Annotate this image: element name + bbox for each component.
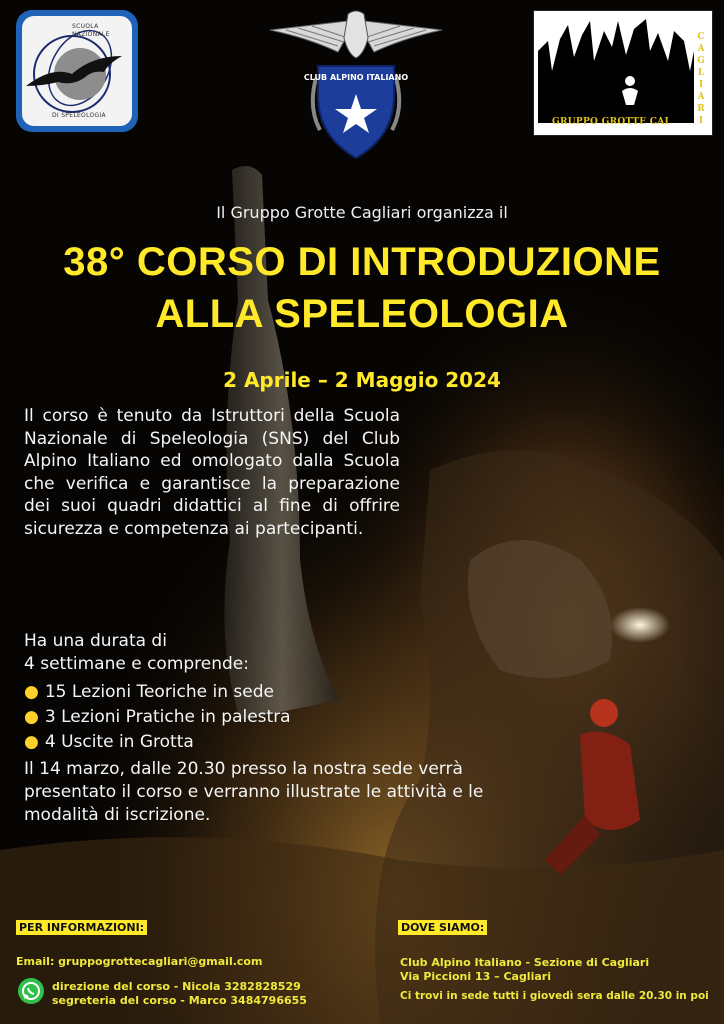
list-item xyxy=(24,680,464,705)
contact-course-director: direzione del corso - Nicola 3282828529 xyxy=(52,980,301,993)
presentation-notice: Il 14 marzo, dalle 20.30 presso la nostra sede verrà presentato il corso e verranno illustrate le attività e le modalità di iscrizione. xyxy=(24,759,484,825)
contact-course-secretary: segreteria del corso - Marco 3484796655 xyxy=(52,994,307,1007)
gruppo-grotte-logo-text: GRUPPO GROTTE CAI xyxy=(552,117,670,127)
bullet-icon: ● xyxy=(24,732,39,752)
course-dates: 2 Aprile – 2 Maggio 2024 xyxy=(223,368,501,392)
where-heading-wrap xyxy=(398,916,487,935)
opening-schedule: Ci trovi in sede tutti i giovedì sera dalle 20.30 in poi xyxy=(400,990,709,1002)
list-item xyxy=(24,705,464,730)
organizer-line: Il Gruppo Grotte Cagliari organizza il xyxy=(216,203,508,222)
sns-logo xyxy=(16,10,138,132)
sns-logo-text-top: SCUOLA NAZIONALE xyxy=(72,23,110,38)
list-item xyxy=(24,730,464,755)
bullet-icon: ● xyxy=(24,707,39,727)
bullet-icon: ● xyxy=(24,682,39,702)
duration-line-1: Ha una durata di xyxy=(24,631,167,651)
info-heading: PER INFORMAZIONI: xyxy=(16,920,147,935)
list-item-label: 15 Lezioni Teoriche in sede xyxy=(44,682,274,702)
course-title-line-2: ALLA SPELEOLOGIA xyxy=(155,292,569,336)
list-item-label: 4 Uscite in Grotta xyxy=(44,732,194,752)
cai-eagle-shield-icon xyxy=(268,8,444,163)
where-heading: DOVE SIAMO: xyxy=(398,920,487,935)
list-item-label: 3 Lezioni Pratiche in palestra xyxy=(44,707,291,727)
whatsapp-icon xyxy=(18,978,44,1004)
contact-email[interactable]: Email: gruppogrottecagliari@gmail.com xyxy=(16,955,263,968)
gruppo-grotte-logo-side-text: C A G L I A R I xyxy=(697,32,705,126)
gruppo-grotte-logo xyxy=(533,10,713,136)
info-heading-wrap xyxy=(16,916,147,935)
cai-logo-text: CLUB ALPINO ITALIANO xyxy=(303,73,409,82)
duration-line-2: 4 settimane e comprende: xyxy=(24,653,249,674)
course-description: Il corso è tenuto da Istruttori della Scuola Nazionale di Speleologia (SNS) del Club Alpino Italiano ed omologato dalla Scuola che verifica e garantisce la preparazione dei suoi quadri didattici al fine di offrire sicurezza e competenza ai partecipanti. xyxy=(24,406,400,539)
course-title-line-1: 38° CORSO DI INTRODUZIONE xyxy=(63,240,661,284)
course-duration xyxy=(24,630,464,675)
address-line-2: Via Piccioni 13 – Cagliari xyxy=(400,970,551,983)
address-line-1: Club Alpino Italiano - Sezione di Cagliari xyxy=(400,956,650,969)
sns-logo-text-bottom: DI SPELEOLOGIA xyxy=(52,112,106,119)
course-components-list xyxy=(24,680,464,755)
